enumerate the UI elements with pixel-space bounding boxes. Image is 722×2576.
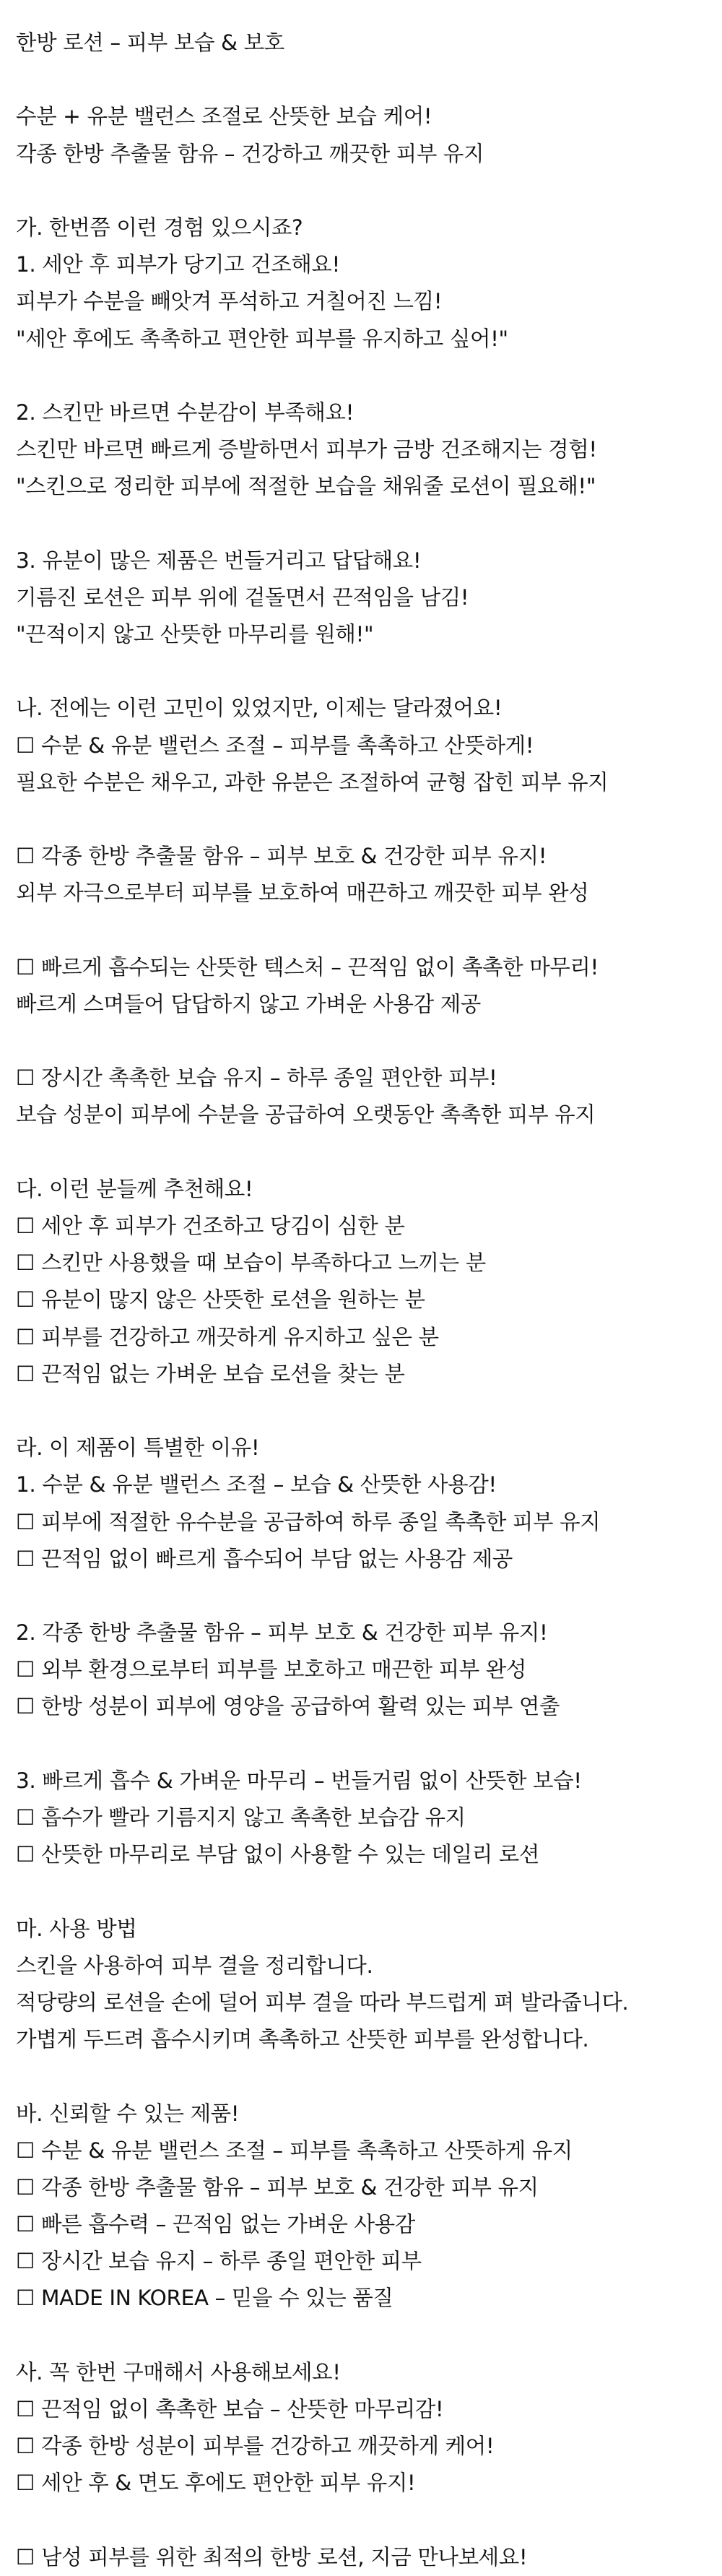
blank-line [16,173,708,209]
blank-line [16,1873,708,1910]
blank-line [16,1578,708,1615]
text-line: 피부가 수분을 빼앗겨 푸석하고 거칠어진 느낌! [16,289,443,314]
text-line: ☐ 피부에 적절한 유수분을 공급하여 하루 종일 촉촉한 피부 유지 [16,1509,601,1534]
document-body [16,25,708,2576]
blank-line [16,912,708,949]
text-line: 다. 이런 분들께 추천해요! [16,1176,253,1201]
text-line: 필요한 수분은 채우고, 과한 유분은 조절하여 균형 잡힌 피부 유지 [16,769,609,795]
text-line: ☐ 피부를 건강하고 깨끗하게 유지하고 싶은 분 [16,1324,439,1349]
text-line: 1. 세안 후 피부가 당기고 건조해요! [16,252,340,277]
text-line: 라. 이 제품이 특별한 이유! [16,1435,260,1461]
text-line: "끈적이지 않고 산뜻한 마무리를 원해!" [16,622,374,647]
text-line: 3. 유분이 많은 제품은 번들거리고 답답해요! [16,548,422,573]
text-line: ☐ 끈적임 없이 빠르게 흡수되어 부담 없는 사용감 제공 [16,1546,513,1571]
text-line: 스킨을 사용하여 피부 결을 정리합니다. [16,1953,373,1978]
text-line: 보습 성분이 피부에 수분을 공급하여 오랫동안 촉촉한 피부 유지 [16,1102,596,1128]
blank-line [16,505,708,542]
blank-line [16,1023,708,1060]
text-line: ☐ 장시간 보습 유지 – 하루 종일 편안한 피부 [16,2249,422,2274]
blank-line [16,61,708,98]
text-line: ☐ 유분이 많지 않은 산뜻한 로션을 원하는 분 [16,1287,425,1313]
blank-line [16,2317,708,2354]
text-line: 3. 빠르게 흡수 & 가벼운 마무리 – 번들거림 없이 산뜻한 보습! [16,1768,582,1793]
page-title: 한방 로션 – 피부 보습 & 보호 [16,30,284,55]
text-line: ☐ 끈적임 없는 가벼운 보습 로션을 찾는 분 [16,1361,405,1386]
text-line: ☐ 각종 한방 추출물 함유 – 피부 보호 & 건강한 피부 유지! [16,844,547,869]
text-line: 적당량의 로션을 손에 덜어 피부 결을 따라 부드럽게 펴 발라줍니다. [16,1989,629,2015]
text-line: ☐ 빠른 흡수력 – 끈적임 없는 가벼운 사용감 [16,2212,415,2237]
text-line: "스킨으로 정리한 피부에 적절한 보습을 채워줄 로션이 필요해!" [16,474,596,499]
text-line: ☐ 장시간 촉촉한 보습 유지 – 하루 종일 편안한 피부! [16,1066,497,1091]
text-line: 바. 신뢰할 수 있는 제품! [16,2101,240,2126]
text-line: ☐ 수분 & 유분 밸런스 조절 – 피부를 촉촉하고 산뜻하게! [16,732,534,758]
text-line: 각종 한방 추출물 함유 – 건강하고 깨끗한 피부 유지 [16,141,484,166]
blank-line [16,653,708,690]
blank-line [16,801,708,838]
blank-line [16,1134,708,1171]
text-line: ☐ 외부 환경으로부터 피부를 보호하고 매끈한 피부 완성 [16,1657,527,1682]
text-line: ☐ 세안 후 & 면도 후에도 편안한 피부 유지! [16,2471,416,2496]
text-line: "세안 후에도 촉촉하고 편안한 피부를 유지하고 싶어!" [16,326,508,351]
text-line: 가. 한번쯤 이런 경험 있으시죠? [16,215,303,240]
text-line: 빠르게 스며들어 답답하지 않고 가벼운 사용감 제공 [16,991,481,1016]
text-line: ☐ 남성 피부를 위한 최적의 한방 로션, 지금 만나보세요! [16,2544,528,2569]
text-line: ☐ 스킨만 사용했을 때 보습이 부족하다고 느끼는 분 [16,1250,486,1276]
text-line: ☐ 세안 후 피부가 건조하고 당김이 심한 분 [16,1214,405,1238]
text-line: ☐ MADE IN KOREA – 믿을 수 있는 품질 [16,2286,393,2311]
text-line: 마. 사용 방법 [16,1916,137,1941]
text-line: ☐ 한방 성분이 피부에 영양을 공급하여 활력 있는 피부 연출 [16,1694,560,1719]
text-line: 2. 각종 한방 추출물 함유 – 피부 보호 & 건강한 피부 유지! [16,1620,548,1646]
text-line: 기름진 로션은 피부 위에 겉돌면서 끈적임을 남김! [16,584,469,610]
blank-line [16,358,708,394]
text-line: ☐ 빠르게 흡수되는 산뜻한 텍스처 – 끈적임 없이 촉촉한 마무리! [16,954,599,980]
text-line: 가볍게 두드려 흡수시키며 촉촉하고 산뜻한 피부를 완성합니다. [16,2027,589,2052]
text-line: 사. 꼭 한번 구매해서 사용해보세요! [16,2359,341,2385]
text-line: ☐ 끈적임 없이 촉촉한 보습 – 산뜻한 마무리감! [16,2397,444,2421]
text-line: 수분 + 유분 밸런스 조절로 산뜻한 보습 케어! [16,104,432,129]
text-line: 2. 스킨만 바르면 수분감이 부족해요! [16,399,355,425]
text-line: ☐ 수분 & 유분 밸런스 조절 – 피부를 촉촉하고 산뜻하게 유지 [16,2138,573,2163]
text-line: ☐ 흡수가 빨라 기름지지 않고 촉촉한 보습감 유지 [16,1805,466,1830]
text-line: ☐ 각종 한방 성분이 피부를 건강하고 깨끗하게 케어! [16,2434,495,2459]
blank-line [16,1726,708,1763]
blank-line [16,1393,708,1430]
blank-line [16,2058,708,2095]
blank-line [16,2502,708,2539]
text-line: ☐ 산뜻한 마무리로 부담 없이 사용할 수 있는 데일리 로션 [16,1842,539,1867]
text-line: 1. 수분 & 유분 밸런스 조절 – 보습 & 산뜻한 사용감! [16,1472,497,1497]
text-line: 스킨만 바르면 빠르게 증발하면서 피부가 금방 건조해지는 경험! [16,437,597,462]
text-line: ☐ 각종 한방 추출물 함유 – 피부 보호 & 건강한 피부 유지 [16,2174,539,2200]
text-line: 외부 자극으로부터 피부를 보호하여 매끈하고 깨끗한 피부 완성 [16,881,589,906]
text-line: 나. 전에는 이런 고민이 있었지만, 이제는 달라졌어요! [16,696,503,721]
